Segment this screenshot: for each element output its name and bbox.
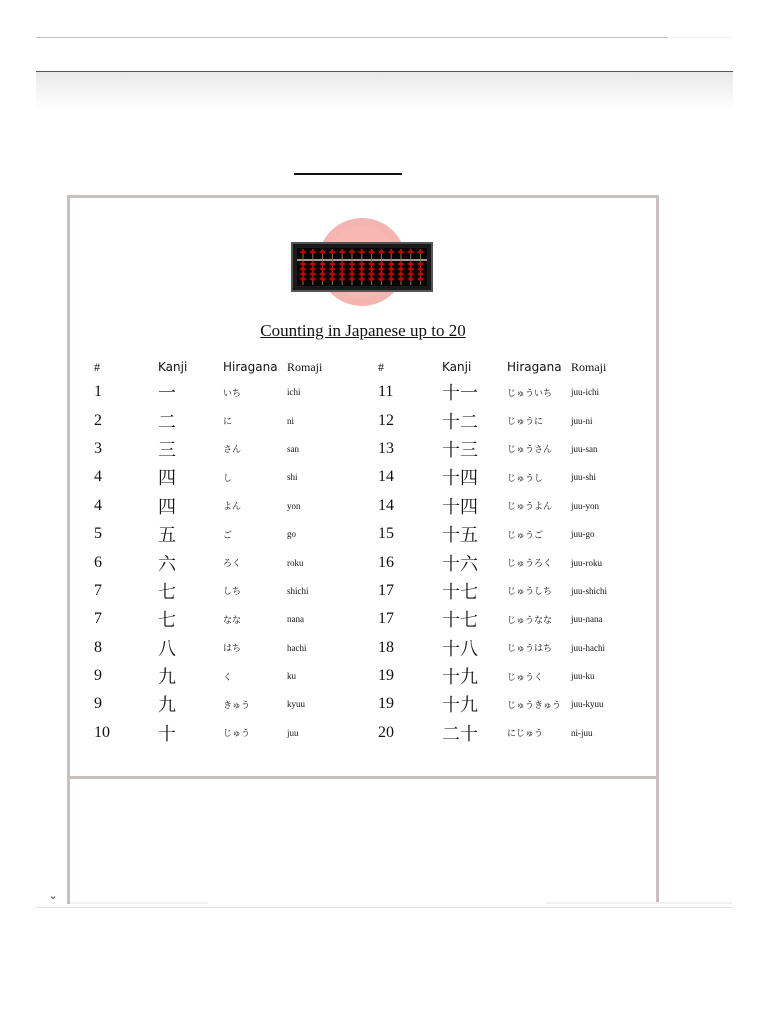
- cell-hiragana: じゅう: [223, 729, 251, 740]
- col-header-number: #: [94, 359, 100, 374]
- cell-hiragana-2: じゅういち: [507, 388, 553, 399]
- cell-number-2: 11: [378, 383, 394, 401]
- cell-number-2: 15: [378, 525, 394, 543]
- cell-hiragana: く: [223, 672, 233, 683]
- cell-kanji-2: 二十: [442, 723, 478, 745]
- cell-kanji: 四: [158, 496, 176, 518]
- lower-card: [67, 779, 659, 904]
- table-row: [94, 378, 631, 406]
- counting-table: [94, 356, 631, 747]
- cell-romaji: ni: [287, 415, 295, 426]
- chevron-down-icon[interactable]: ⌄: [48, 889, 58, 902]
- cell-romaji: ichi: [287, 387, 301, 398]
- cell-number-2: 20: [378, 723, 394, 741]
- cell-romaji: roku: [287, 557, 304, 568]
- table-row: [94, 435, 631, 463]
- table-row: [94, 605, 631, 633]
- cell-number: 3: [94, 439, 102, 457]
- cell-number-2: 17: [378, 610, 394, 628]
- col-header-hiragana: Hiragana: [223, 360, 278, 374]
- cell-kanji-2: 十七: [442, 581, 478, 603]
- cell-romaji-2: juu-hachi: [571, 642, 605, 653]
- table-row: [94, 548, 631, 576]
- cell-hiragana: ろく: [223, 559, 242, 570]
- cell-hiragana: し: [223, 473, 233, 484]
- cell-hiragana-2: じゅうよん: [507, 502, 553, 513]
- cell-kanji: 四: [158, 468, 176, 490]
- scrollbar-track-left: [70, 902, 208, 904]
- cell-kanji-2: 十三: [442, 439, 478, 461]
- cell-kanji: 五: [158, 525, 176, 547]
- cell-number: 4: [94, 468, 102, 486]
- header-shadow: [36, 72, 733, 110]
- cell-number-2: 17: [378, 581, 394, 599]
- cell-kanji: 六: [158, 553, 176, 575]
- cell-number: 9: [94, 695, 102, 713]
- cell-kanji: 二: [158, 411, 176, 433]
- cell-hiragana: に: [223, 417, 233, 428]
- cell-romaji-2: juu-kyuu: [571, 699, 604, 710]
- cell-kanji: 七: [158, 581, 176, 603]
- cell-number-2: 18: [378, 638, 394, 656]
- cell-kanji: 九: [158, 667, 176, 689]
- cell-kanji-2: 十七: [442, 610, 478, 632]
- cell-number: 5: [94, 525, 102, 543]
- cell-kanji: 七: [158, 610, 176, 632]
- cell-hiragana: きゅう: [223, 700, 251, 711]
- cell-number: 7: [94, 610, 102, 628]
- table-row: [94, 662, 631, 690]
- cell-kanji: 三: [158, 439, 176, 461]
- table-row: [94, 690, 631, 718]
- cell-number-2: 13: [378, 439, 394, 457]
- cell-romaji: kyuu: [287, 699, 305, 710]
- cell-hiragana-2: じゅうなな: [507, 615, 553, 626]
- cell-hiragana-2: じゅうきゅう: [507, 700, 562, 711]
- content-card: [67, 195, 659, 782]
- cell-romaji: shichi: [287, 585, 309, 596]
- cell-romaji-2: ni-juu: [571, 727, 593, 738]
- cell-number: 6: [94, 553, 102, 571]
- cell-romaji: go: [287, 529, 296, 540]
- col-header-romaji-2: Romaji: [571, 359, 607, 374]
- cell-romaji: nana: [287, 614, 304, 625]
- cell-kanji-2: 十一: [442, 383, 478, 405]
- cell-kanji: 九: [158, 695, 176, 717]
- cell-hiragana-2: じゅうに: [507, 417, 544, 428]
- cell-number: 7: [94, 581, 102, 599]
- col-header-romaji: Romaji: [287, 359, 323, 374]
- cell-number-2: 16: [378, 553, 394, 571]
- cell-kanji-2: 十八: [442, 638, 478, 660]
- cell-number: 1: [94, 383, 102, 401]
- cell-number: 4: [94, 496, 102, 514]
- col-header-hiragana-2: Hiragana: [507, 360, 562, 374]
- cell-romaji: ku: [287, 671, 296, 682]
- top-divider-fade: [668, 37, 732, 38]
- cell-hiragana: しち: [223, 587, 242, 598]
- cell-romaji-2: juu-ichi: [571, 387, 599, 398]
- cell-kanji-2: 十五: [442, 525, 478, 547]
- table-header-row: [94, 356, 631, 378]
- cell-romaji-2: juu-shi: [571, 472, 597, 483]
- abacus-logo: [288, 214, 436, 310]
- cell-kanji-2: 十九: [442, 695, 478, 717]
- cell-romaji-2: juu-ku: [571, 671, 595, 682]
- bottom-divider: [36, 907, 733, 908]
- cell-number: 8: [94, 638, 102, 656]
- table-row: [94, 406, 631, 434]
- cell-hiragana-2: じゅうく: [507, 672, 544, 683]
- table-row: [94, 719, 631, 747]
- cell-kanji: 八: [158, 638, 176, 660]
- cell-romaji: san: [287, 443, 299, 454]
- cell-romaji: juu: [287, 727, 299, 738]
- cell-number-2: 12: [378, 411, 394, 429]
- cell-number-2: 19: [378, 667, 394, 685]
- cell-hiragana: いち: [223, 388, 242, 399]
- cell-kanji-2: 十六: [442, 553, 478, 575]
- cell-number: 10: [94, 723, 110, 741]
- cell-romaji-2: juu-nana: [571, 614, 603, 625]
- cell-romaji: shi: [287, 472, 298, 483]
- cell-hiragana-2: じゅうしち: [507, 587, 553, 598]
- cell-romaji-2: juu-san: [571, 443, 598, 454]
- cell-romaji-2: juu-shichi: [571, 585, 607, 596]
- cell-hiragana-2: にじゅう: [507, 729, 544, 740]
- cell-kanji-2: 十二: [442, 411, 478, 433]
- cell-number: 2: [94, 411, 102, 429]
- cell-number-2: 14: [378, 468, 394, 486]
- table-row: [94, 463, 631, 491]
- cell-kanji-2: 十九: [442, 667, 478, 689]
- top-divider: [36, 37, 668, 38]
- scrollbar-track-right: [546, 902, 732, 904]
- table-row: [94, 520, 631, 548]
- cell-romaji-2: juu-go: [571, 529, 595, 540]
- table-row: [94, 492, 631, 520]
- cell-hiragana-2: じゅうはち: [507, 644, 553, 655]
- cell-hiragana-2: じゅうご: [507, 530, 544, 541]
- col-header-kanji-2: Kanji: [442, 360, 472, 374]
- cell-number: 9: [94, 667, 102, 685]
- cell-romaji-2: juu-ni: [571, 415, 593, 426]
- cell-hiragana-2: じゅうし: [507, 473, 544, 484]
- col-header-number-2: #: [378, 359, 384, 374]
- table-row: [94, 577, 631, 605]
- cell-kanji: 十: [158, 723, 176, 745]
- title-rule: [294, 173, 402, 175]
- cell-hiragana: なな: [223, 615, 242, 626]
- cell-kanji-2: 十四: [442, 496, 478, 518]
- cell-hiragana-2: じゅうろく: [507, 559, 553, 570]
- cell-kanji-2: 十四: [442, 468, 478, 490]
- page-title: Counting in Japanese up to 20: [260, 321, 466, 340]
- cell-romaji-2: juu-yon: [571, 500, 599, 511]
- cell-romaji-2: juu-roku: [571, 557, 602, 568]
- cell-romaji: hachi: [287, 642, 307, 653]
- col-header-kanji: Kanji: [158, 360, 188, 374]
- cell-hiragana: はち: [223, 644, 242, 655]
- cell-romaji: yon: [287, 500, 301, 511]
- cell-hiragana: さん: [223, 445, 242, 456]
- table-row: [94, 634, 631, 662]
- cell-number-2: 19: [378, 695, 394, 713]
- cell-hiragana: よん: [223, 502, 242, 513]
- cell-kanji: 一: [158, 383, 176, 405]
- cell-number-2: 14: [378, 496, 394, 514]
- cell-hiragana-2: じゅうさん: [507, 445, 553, 456]
- cell-hiragana: ご: [223, 530, 233, 541]
